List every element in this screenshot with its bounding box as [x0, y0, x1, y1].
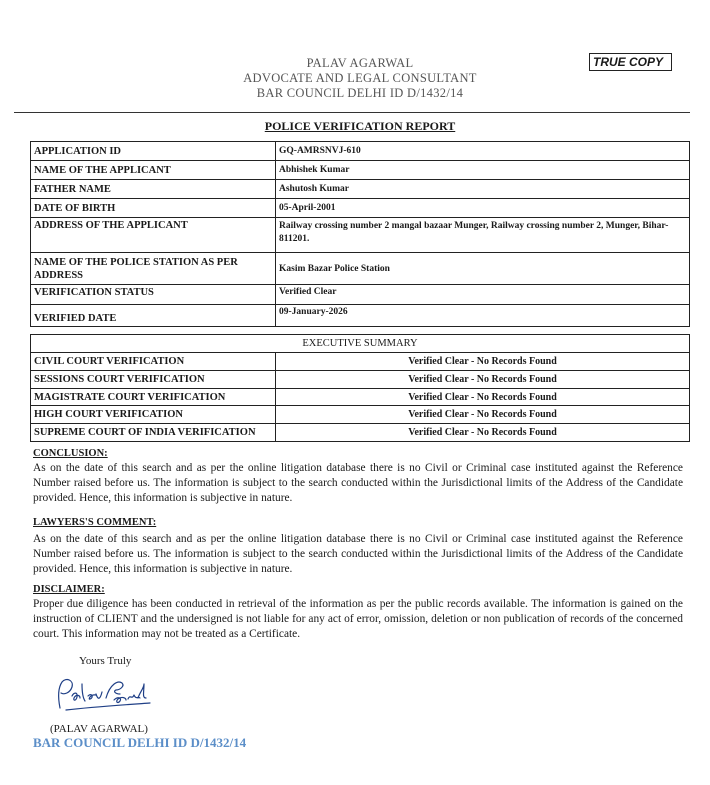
summary-value: Verified Clear - No Records Found — [276, 371, 690, 389]
disclaimer-text: Proper due diligence has been conducted in retrieval of the information as per the public records available. The information is gained on the instruction of CLIENT and the undersigned is not liable for any act of error, omission, deletion or non publication of records of the concerned court. This information may not be treated as a Certificate. — [33, 598, 683, 640]
advocate-role: ADVOCATE AND LEGAL CONSULTANT — [243, 71, 477, 85]
detail-value: Kasim Bazar Police Station — [276, 253, 690, 285]
disclaimer-section — [33, 582, 683, 642]
summary-heading: EXECUTIVE SUMMARY — [31, 335, 690, 353]
detail-value: GQ-AMRSNVJ-610 — [276, 142, 690, 161]
lawyers-comment-label: LAWYERS'S COMMENT: — [33, 517, 157, 528]
disclaimer-label: DISCLAIMER: — [33, 584, 105, 595]
summary-label: SUPREME COURT OF INDIA VERIFICATION — [31, 424, 276, 442]
summary-label: CIVIL COURT VERIFICATION — [31, 353, 276, 371]
details-table — [30, 141, 690, 327]
true-copy-stamp: TRUE COPY — [589, 53, 672, 71]
detail-label: VERIFICATION STATUS — [31, 285, 276, 305]
table-row — [31, 305, 690, 327]
lawyers-comment-section — [33, 515, 683, 577]
summary-label: SESSIONS COURT VERIFICATION — [31, 371, 276, 389]
summary-value: Verified Clear - No Records Found — [276, 353, 690, 371]
header-divider — [14, 112, 690, 113]
summary-label: HIGH COURT VERIFICATION — [31, 406, 276, 424]
table-row — [31, 199, 690, 218]
conclusion-section — [33, 446, 683, 506]
table-row — [31, 353, 690, 371]
executive-summary-table — [30, 334, 690, 442]
bar-council-id: BAR COUNCIL DELHI ID D/1432/14 — [256, 86, 464, 100]
advocate-name: PALAV AGARWAL — [306, 56, 414, 70]
table-row — [31, 389, 690, 406]
summary-label: MAGISTRATE COURT VERIFICATION — [31, 389, 276, 406]
report-title: POLICE VERIFICATION REPORT — [264, 119, 456, 133]
table-row — [31, 180, 690, 199]
detail-label: VERIFIED DATE — [31, 305, 276, 327]
detail-label: NAME OF THE POLICE STATION AS PER ADDRESS — [31, 253, 276, 285]
summary-value: Verified Clear - No Records Found — [276, 406, 690, 424]
detail-value: Ashutosh Kumar — [276, 180, 690, 199]
table-row — [31, 406, 690, 424]
table-header-row — [31, 335, 690, 353]
detail-value: Abhishek Kumar — [276, 161, 690, 180]
closing-text: Yours Truly — [79, 655, 132, 667]
table-row — [31, 371, 690, 389]
detail-label: FATHER NAME — [31, 180, 276, 199]
signatory-bar-id: BAR COUNCIL DELHI ID D/1432/14 — [33, 735, 247, 750]
signatory-name: (PALAV AGARWAL) — [50, 723, 148, 735]
table-row — [31, 424, 690, 442]
detail-value: 05-April-2001 — [276, 199, 690, 218]
summary-value: Verified Clear - No Records Found — [276, 424, 690, 442]
summary-value: Verified Clear - No Records Found — [276, 389, 690, 406]
table-row — [31, 142, 690, 161]
lawyers-comment-text: As on the date of this search and as per the online litigation database there is no Civil or Criminal case instituted against the Reference Number raised before us. The information is subject to the search conducted within the Jurisdictional limits of the Address of the Candidate provided. Hence, this information is subjective in nature. — [33, 533, 683, 575]
table-row — [31, 218, 690, 253]
table-row — [31, 161, 690, 180]
detail-label: APPLICATION ID — [31, 142, 276, 161]
detail-label: DATE OF BIRTH — [31, 199, 276, 218]
detail-value: Verified Clear — [276, 285, 690, 305]
detail-value: Railway crossing number 2 mangal bazaar Munger, Railway crossing number 2, Munger, Bihar-811201. — [276, 218, 690, 253]
table-row — [31, 285, 690, 305]
signature-image — [52, 674, 152, 716]
conclusion-label: CONCLUSION: — [33, 448, 108, 459]
detail-value: 09-January-2026 — [276, 305, 690, 327]
table-row — [31, 253, 690, 285]
detail-label: ADDRESS OF THE APPLICANT — [31, 218, 276, 253]
conclusion-text: As on the date of this search and as per the online litigation database there is no Civil or Criminal case instituted against the Reference Number raised before us. The information is subject to the search conducted within the Jurisdictional limits of the Address of the Candidate provided. Hence, this information is subjective in nature. — [33, 462, 683, 504]
detail-label: NAME OF THE APPLICANT — [31, 161, 276, 180]
